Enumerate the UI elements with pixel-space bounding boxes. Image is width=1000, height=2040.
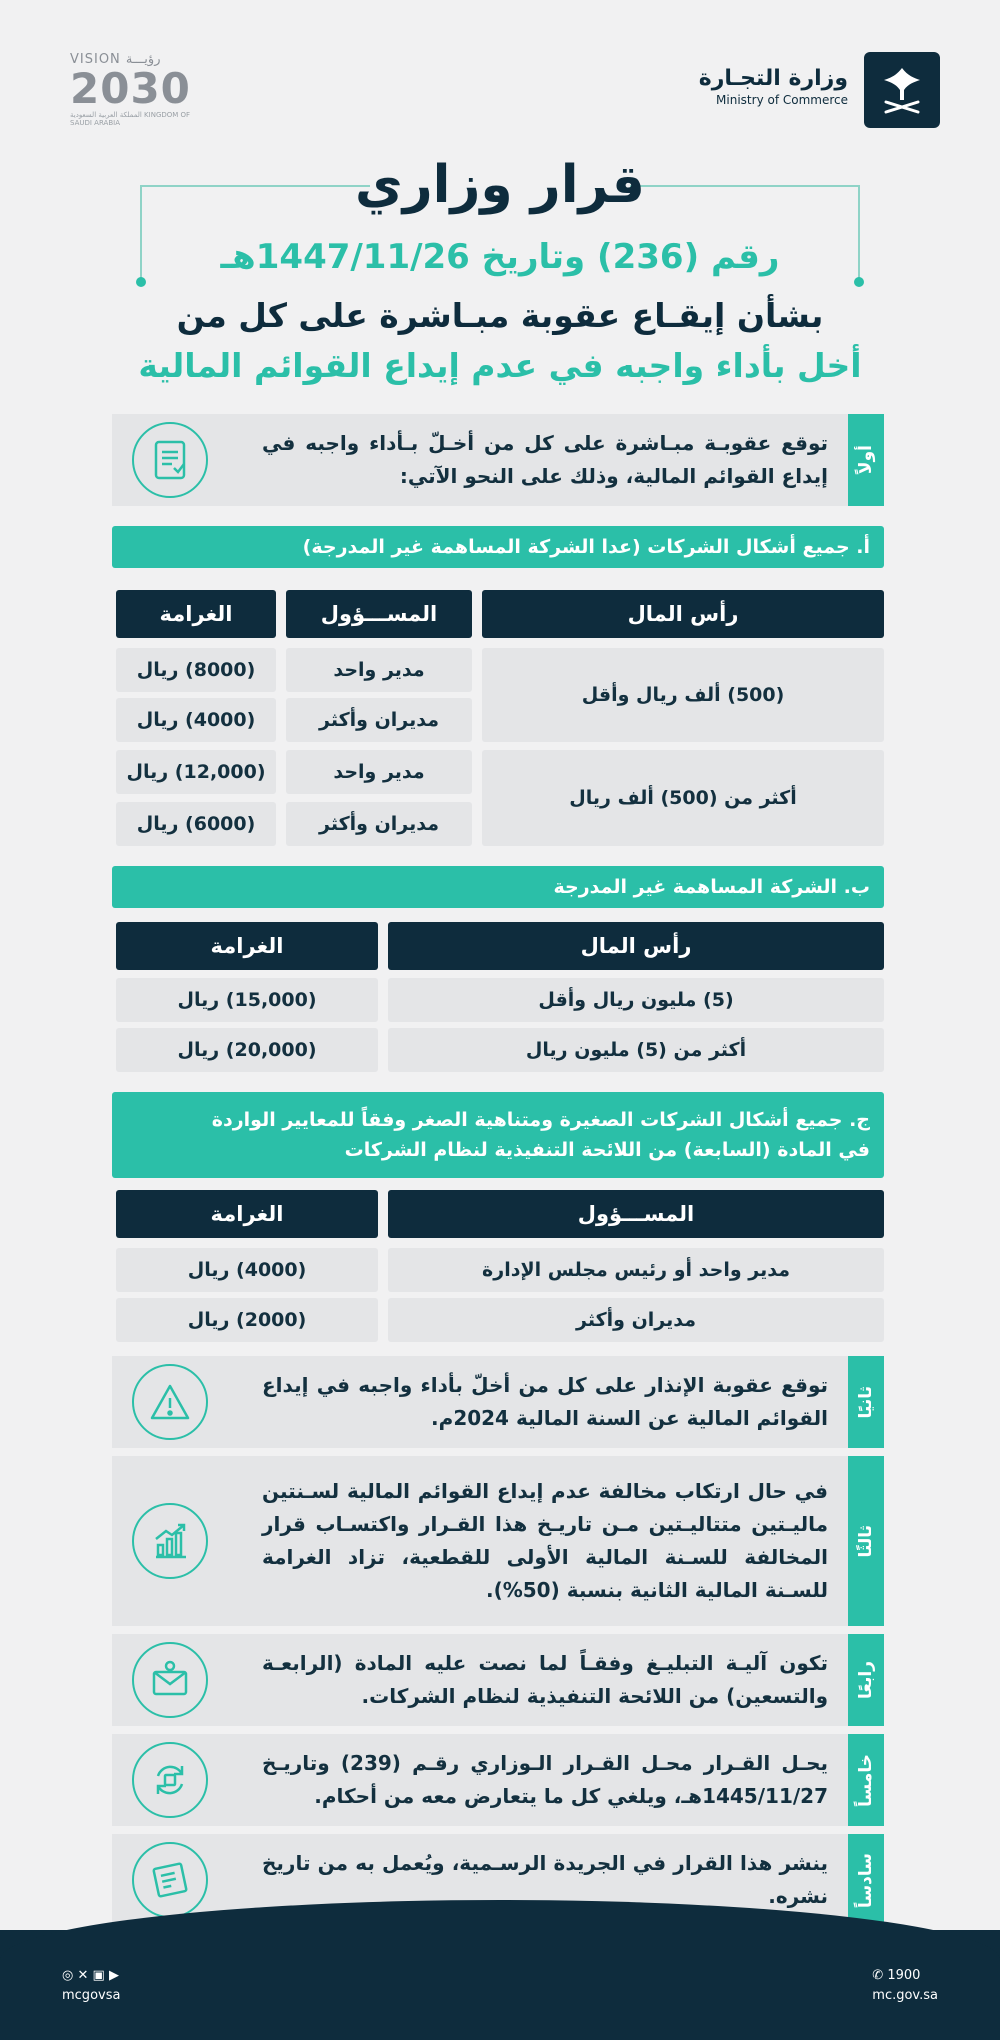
table-c-fine-cell: (2000) ريال [116, 1298, 378, 1342]
instagram-icon[interactable]: ◎ [62, 1968, 74, 1983]
clause-first [112, 414, 884, 506]
clause-text: تكون آليـة التبليـغ وفقـاً لما نصت عليه المادة (الرابعـة والتسعين) من اللائحة التنفيذية لنظام الشركات. [262, 1651, 828, 1708]
social-icons [62, 1966, 120, 1986]
table-a-fine-cell: (6000) ريال [116, 802, 276, 846]
table-a-header-responsible: المســـؤول [286, 590, 472, 638]
table-b-header-capital: رأس المال [388, 922, 884, 970]
table-b-fine-cell: (20,000) ريال [116, 1028, 378, 1072]
clause-text: ينشر هذا القرار في الجريدة الرسـمية، ويُعمل به من تاريخ نشره. [262, 1851, 828, 1908]
ministry-name-en: Ministry of Commerce [716, 93, 848, 107]
notification-icon [132, 1642, 208, 1718]
vision-year: 2030 [70, 64, 191, 113]
phone-number: 1900 [887, 1968, 921, 1983]
clause-tab-label: رابعًا [856, 1661, 876, 1699]
footer-contact [872, 1966, 938, 2006]
table-c-header-fine: الغرامة [116, 1190, 378, 1238]
youtube-icon[interactable]: ▶ [108, 1968, 119, 1983]
section-c-heading [112, 1092, 884, 1178]
section-a-heading: أ. جميع أشكال الشركات (عدا الشركة المساهمة غير المدرجة) [112, 526, 884, 568]
clause-tab-label: سادساً [856, 1852, 876, 1908]
table-a-header-fine: الغرامة [116, 590, 276, 638]
table-b-header-fine: الغرامة [116, 922, 378, 970]
saudi-emblem-icon [864, 52, 940, 128]
table-c-responsible-cell: مدير واحد أو رئيس مجلس الإدارة [388, 1248, 884, 1292]
page-title: قرار وزاري [355, 155, 645, 215]
growth-chart-icon [132, 1503, 208, 1579]
ministry-name-ar: وزارة التجـارة [698, 66, 848, 91]
table-a-capital-cell: (500) ألف ريال وأقل [482, 648, 884, 742]
clause-text: توقع عقوبـة مبـاشرة على كل من أخـلّ بـأداء واجبه في إيداع القوائم المالية، وذلك على النحو الآتي: [262, 431, 828, 488]
table-b-capital-cell: أكثر من (5) مليون ريال [388, 1028, 884, 1072]
subtitle-line-2: أخل بأداء واجبه في عدم إيداع القوائم المالية [138, 346, 862, 385]
table-a-responsible-cell: مديران وأكثر [286, 802, 472, 846]
vision-label: VISION رؤيـــة [70, 52, 161, 67]
table-b-fine-cell: (15,000) ريال [116, 978, 378, 1022]
clause-fourth [112, 1634, 884, 1726]
table-c-header-responsible: المســـؤول [388, 1190, 884, 1238]
clause-text: توقع عقوبة الإنذار على كل من أخلّ بأداء واجبه في إيداع القوائم المالية عن السنة المالية 2024م. [262, 1373, 828, 1430]
table-a-capital-cell: أكثر من (500) ألف ريال [482, 750, 884, 846]
vision-2030-logo [70, 52, 200, 132]
footer-social [62, 1966, 120, 2006]
subtitle-line-1: بشأن إيقـاع عقوبة مبـاشرة على كل من [176, 296, 824, 335]
table-c-fine-cell: (4000) ريال [116, 1248, 378, 1292]
table-a-responsible-cell: مدير واحد [286, 750, 472, 794]
table-b-capital-cell: (5) مليون ريال وأقل [388, 978, 884, 1022]
replace-icon [132, 1742, 208, 1818]
table-a-fine-cell: (8000) ريال [116, 648, 276, 692]
clause-tab-label: خامساً [856, 1753, 876, 1807]
clause-second [112, 1356, 884, 1448]
newspaper-icon [132, 1842, 208, 1918]
clause-text: يحـل القـرار محـل القـرار الـوزاري رقـم (239) وتاريـخ 1445/11/27هـ، ويلغي كل ما يتعارض معه من أحكام. [262, 1751, 828, 1808]
clause-tab-label: أولاً [856, 445, 876, 475]
decision-number: رقم (236) وتاريخ 1447/11/26هـ [220, 237, 780, 277]
clause-fifth [112, 1734, 884, 1826]
facebook-icon[interactable]: ▣ [92, 1968, 105, 1983]
table-a-header-capital: رأس المال [482, 590, 884, 638]
x-icon[interactable]: ✕ [77, 1968, 89, 1983]
financial-document-icon [132, 422, 208, 498]
clause-tab-label: ثالثًا [856, 1524, 876, 1558]
table-a-responsible-cell: مدير واحد [286, 648, 472, 692]
table-c-responsible-cell: مديران وأكثر [388, 1298, 884, 1342]
table-a-fine-cell: (4000) ريال [116, 698, 276, 742]
clause-text: في حال ارتكاب مخالفة عدم إيداع القوائم المالية لسـنتين ماليـتين متتاليـتين مـن تاريـخ هذا القـرار واكتسـاب قرار المخالفة للسـنة المالية الأولى للقطعية، تزاد الغرامة للسـنة المالية الثانية بنسبة (50%). [262, 1479, 828, 1602]
vision-subtitle: المملكة العربية السعودية KINGDOM OF SAUDI ARABIA [70, 111, 191, 127]
clause-third [112, 1456, 884, 1626]
ministry-logo [660, 52, 940, 132]
social-handle[interactable]: mcgovsa [62, 1988, 121, 2003]
table-a-responsible-cell: مديران وأكثر [286, 698, 472, 742]
footer [0, 1930, 1000, 2040]
clause-tab-label: ثانيًا [856, 1385, 876, 1419]
section-b-heading: ب. الشركة المساهمة غير المدرجة [112, 866, 884, 908]
section-c-heading-line-1: ج. جميع أشكال الشركات الصغيرة ومتناهية الصغر وفقاً للمعايير الواردة [211, 1109, 870, 1131]
table-a-fine-cell: (12,000) ريال [116, 750, 276, 794]
warning-icon [132, 1364, 208, 1440]
section-c-heading-line-2: في المادة (السابعة) من اللائحة التنفيذية لنظام الشركات [344, 1139, 870, 1161]
phone-icon: ✆ [872, 1968, 888, 1983]
website-link[interactable]: mc.gov.sa [872, 1988, 938, 2003]
